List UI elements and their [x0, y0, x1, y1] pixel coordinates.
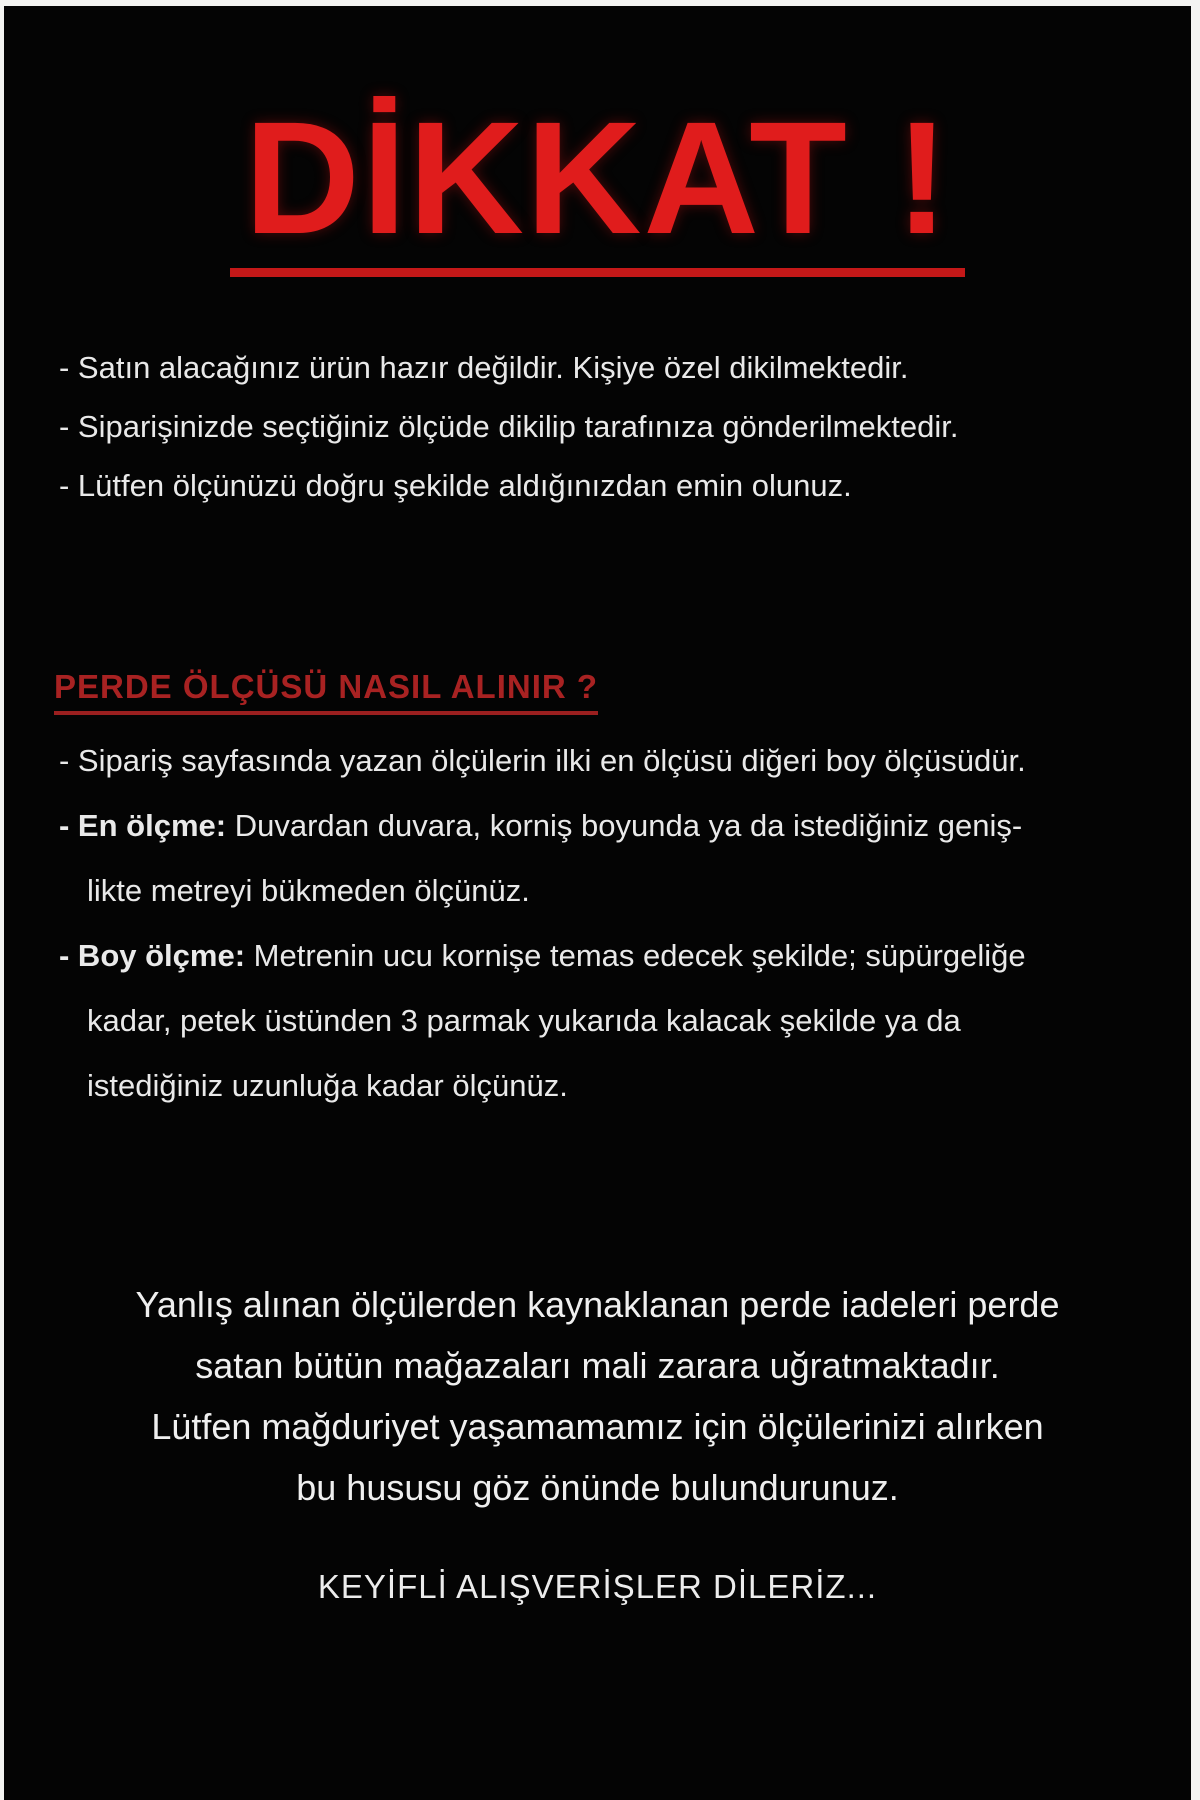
warning-paragraph — [44, 1274, 1151, 1518]
bold-text-segment: - En ölçme: — [59, 808, 227, 843]
text-segment: Duvardan duvara, korniş boyunda ya da istediğiniz geniş- — [226, 808, 1023, 843]
text-segment: - Sipariş sayfasında yazan ölçülerin ilki en ölçüsü diğeri boy ölçüsüdür. — [59, 743, 1026, 778]
title-block — [4, 88, 1191, 277]
text-segment: Metrenin ucu kornişe temas edecek şekilde; süpürgeliğe — [245, 938, 1026, 973]
intro-bullet-list — [59, 338, 1161, 515]
text-line: satan bütün mağazaları mali zarara uğratmaktadır. — [195, 1345, 1000, 1386]
text-segment: kadar, petek üstünden 3 parmak yukarıda kalacak şekilde ya da — [87, 1003, 961, 1038]
text-line — [59, 858, 1166, 923]
text-line: - Siparişinizde seçtiğiniz ölçüde dikilip tarafınıza gönderilmektedir. — [59, 409, 959, 444]
text-line — [59, 793, 1166, 858]
text-line — [59, 1053, 1166, 1118]
closing-block — [4, 1568, 1191, 1606]
bold-text-segment: - Boy ölçme: — [59, 938, 246, 973]
text-segment: istediğiniz uzunluğa kadar ölçünüz. — [87, 1068, 568, 1103]
text-line — [59, 988, 1166, 1053]
text-line: Yanlış alınan ölçülerden kaynaklanan perde iadeleri perde — [135, 1284, 1060, 1325]
section-heading-block — [54, 668, 598, 715]
text-line: bu hususu göz önünde bulundurunuz. — [296, 1467, 899, 1508]
measuring-instructions-list — [59, 728, 1166, 1118]
text-line — [59, 728, 1166, 793]
closing-message: KEYİFLİ ALIŞVERİŞLER DİLERİZ... — [317, 1568, 878, 1605]
text-segment: likte metreyi bükmeden ölçünüz. — [87, 873, 530, 908]
text-line: - Lütfen ölçünüzü doğru şekilde aldığınızdan emin olunuz. — [59, 468, 852, 503]
notice-panel — [4, 6, 1191, 1800]
page-title: DİKKAT ! — [230, 98, 964, 277]
text-line: - Satın alacağınız ürün hazır değildir. Kişiye özel dikilmektedir. — [59, 350, 909, 385]
text-line: Lütfen mağduriyet yaşamamamız için ölçülerinizi alırken — [151, 1406, 1044, 1447]
section-heading: PERDE ÖLÇÜSÜ NASIL ALINIR ? — [54, 668, 598, 715]
text-line — [59, 923, 1166, 988]
